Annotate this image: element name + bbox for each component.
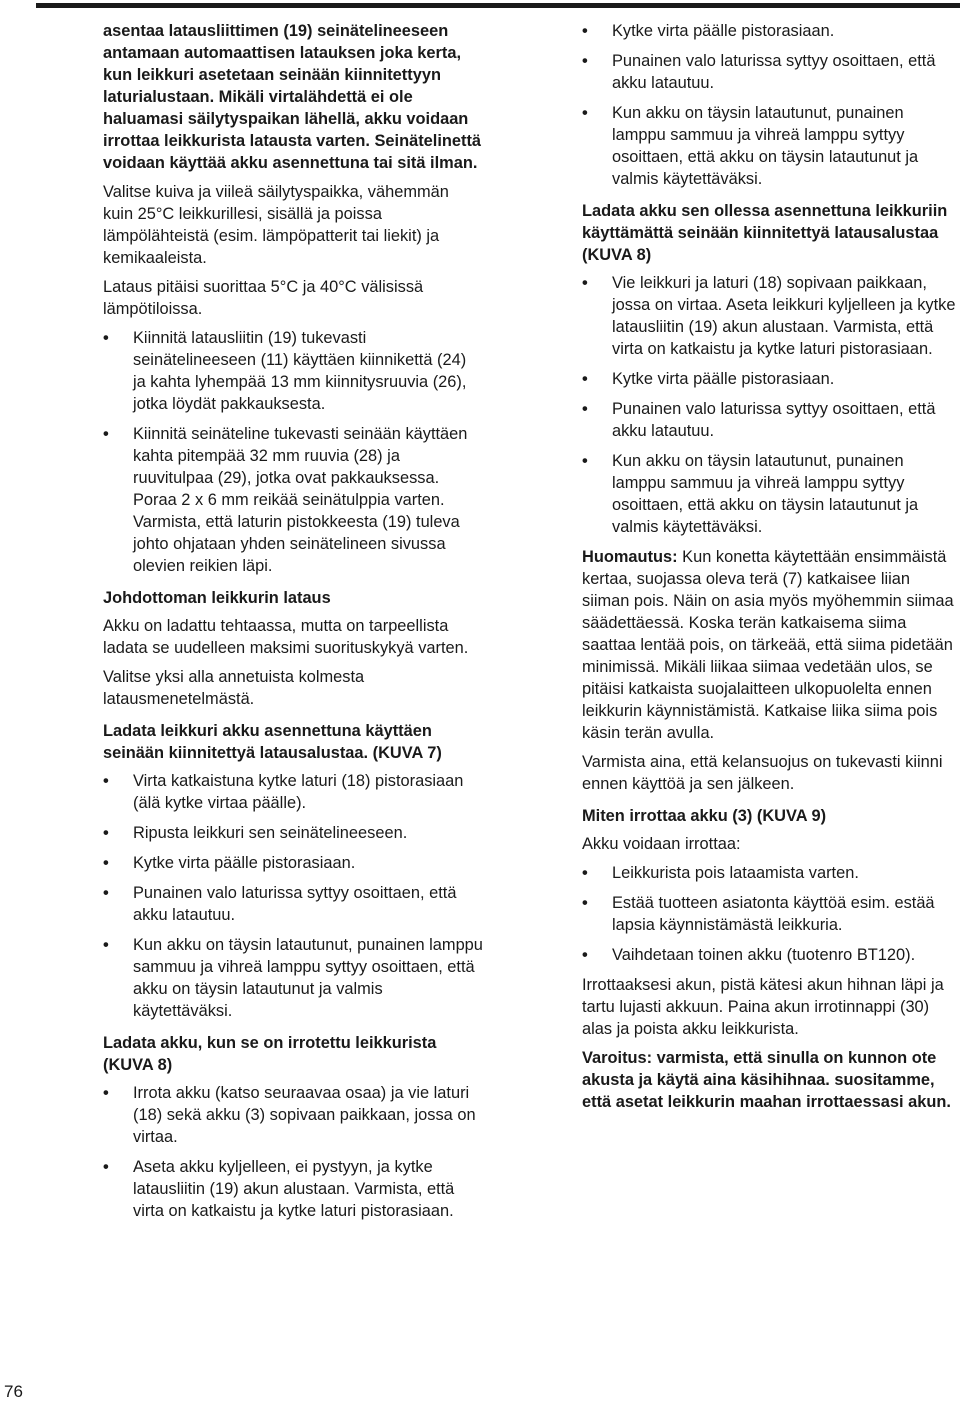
temperature-paragraph: Lataus pitäisi suorittaa 5°C ja 40°C välisissä lämpötiloissa. — [103, 278, 424, 318]
warning-paragraph: Varoitus: varmista, että sinulla on kunnon ote akusta ja käytä aina käsihihnaa. suositamme, että asetat leikkurin maahan irrottaessasi akun. — [582, 1049, 951, 1111]
list-item: • Kytke virta päälle pistorasiaan. — [103, 854, 356, 872]
bullet-icon: • — [103, 329, 109, 347]
remove-intro: Akku voidaan irrottaa: — [582, 835, 741, 853]
list-item: • Kun akku on täysin latautunut, punainen lamppu sammuu ja vihreä lamppu syttyy osoittaen, että akku on täysin latautunut ja valmis käytettäväksi. — [582, 452, 919, 536]
list-item: • Kun akku on täysin latautunut, punainen lamppu sammuu ja vihreä lamppu syttyy osoittaen, että akku on täysin latautunut ja valmis käytettäväksi. — [103, 936, 483, 1020]
wall-bullet-list — [103, 770, 483, 1022]
section-heading-remove-battery: Miten irrottaa akku (3) (KUVA 9) — [582, 807, 827, 825]
list-item: • Kun akku on täysin latautunut, punainen lamppu sammuu ja vihreä lamppu syttyy osoittaen, että akku on täysin latautunut ja valmis käytettäväksi. — [582, 104, 919, 188]
list-item: • Vie leikkuri ja laturi (18) sopivaan paikkaan, jossa on virtaa. Aseta leikkuri kyljelleen ja kytke latausliitin (19) akun alustaan. Varmista, että virta on katkaistu ja kytke laturi pistorasiaan. — [582, 274, 956, 358]
section-heading-removed-charging: Ladata akku, kun se on irrotettu leikkurista (KUVA 8) — [103, 1034, 437, 1074]
section-heading-installed-charging: Ladata akku sen ollessa asennettuna leikkuriin käyttämättä seinään kiinnitettyä latausalustaa (KUVA 8) — [582, 202, 948, 264]
left-column — [103, 20, 483, 1230]
bullet-icon: • — [103, 936, 109, 954]
section-heading-cordless: Johdottoman leikkurin lataus — [103, 589, 331, 607]
list-item: • Irrota akku (katso seuraavaa osaa) ja vie laturi (18) sekä akku (3) sopivaan paikkaan, jossa on virtaa. — [103, 1084, 476, 1146]
list-item: • Leikkurista pois lataamista varten. — [582, 864, 859, 882]
bullet-icon: • — [582, 946, 588, 964]
installed-bullet-list — [582, 272, 960, 538]
section-heading-wall-charging: Ladata leikkuri akku asennettuna käyttäen seinään kiinnitettyä latausalustaa. (KUVA 7) — [103, 722, 442, 762]
bullet-icon: • — [103, 824, 109, 842]
bullet-icon: • — [582, 400, 588, 418]
page-number: 76 — [4, 1382, 23, 1401]
list-item: • Virta katkaistuna kytke laturi (18) pistorasiaan (älä kytke virtaa päälle). — [103, 772, 464, 812]
list-item: • Ripusta leikkuri sen seinätelineeseen. — [103, 824, 408, 842]
note-label: Huomautus: — [582, 548, 678, 566]
list-item: • Punainen valo laturissa syttyy osoittaen, että akku latautuu. — [582, 400, 936, 440]
bullet-icon: • — [582, 864, 588, 882]
note-paragraph — [582, 546, 960, 744]
intro-paragraph: asentaa latausliittimen (19) seinätelineeseen antamaan automaattisen latauksen joka kerta, kun leikkuri asetetaan seinään kiinnitettyyn laturialustaan. Mikäli virtalähdettä ei ole haluamasi säilytyspaikan lähellä, akku voidaan irrottaa leikkurista latausta varten. Seinätelinettä voidaan käyttää akku asennettuna tai sitä ilman. — [103, 22, 482, 172]
list-item: • Estää tuotteen asiatonta käyttöä esim. estää lapsia käynnistämästä leikkuria. — [582, 894, 935, 934]
bullet-icon: • — [582, 52, 588, 70]
remove-bullet-list — [582, 862, 960, 966]
note-text: Kun konetta käytettään ensimmäistä kertaa, suojassa oleva terä (7) katkaisee liian siiman pois. Näin on asia myös myöhemmin siimaa säädettäessä. Koska terän katkaisema siima saattaa lentää pois, on tärkeää, että siima pidetään minimissä. Mikäli liikaa siimaa vedetään ulos, se pitäisi katkaista suojalaitteen ulkopuolelta ennen leikkurin käynnistämistä. Katkaise liika siima pois käsin terän avulla. — [582, 548, 954, 742]
bullet-icon: • — [103, 884, 109, 902]
bullet-icon: • — [582, 452, 588, 470]
removed-bullet-list — [103, 1082, 483, 1222]
bullet-icon: • — [582, 894, 588, 912]
guard-paragraph: Varmista aina, että kelansuojus on tukevasti kiinni ennen käyttöä ja sen jälkeen. — [582, 753, 943, 793]
bullet-icon: • — [103, 1084, 109, 1102]
bullet-icon: • — [582, 104, 588, 122]
cordless-paragraph: Akku on ladattu tehtaassa, mutta on tarpeellista ladata se uudelleen maksimi suorituskykyä varten. — [103, 617, 469, 657]
right-column — [582, 20, 960, 1120]
bullet-icon: • — [582, 22, 588, 40]
top-bullet-list — [582, 20, 960, 190]
list-item: • Kiinnitä latausliitin (19) tukevasti seinätelineeseen (11) käyttäen kiinnikettä (24) ja kahta lyhempää 13 mm kiinnitysruuvia (26), jotka löydät pakkauksesta. — [103, 329, 467, 413]
bullet-icon: • — [582, 274, 588, 292]
choose-method-paragraph: Valitse yksi alla annetuista kolmesta latausmenetelmästä. — [103, 668, 365, 708]
mount-bullet-list — [103, 327, 483, 577]
remove-paragraph: Irrottaaksesi akun, pistä kätesi akun hihnan läpi ja tartu lujasti akkuun. Paina akun irrotinnappi (30) alas ja poista akku leikkurista. — [582, 976, 944, 1038]
list-item: • Punainen valo laturissa syttyy osoittaen, että akku latautuu. — [103, 884, 457, 924]
list-item: • Kiinnitä seinäteline tukevasti seinään käyttäen kahta pitempää 32 mm ruuvia (28) ja ruuvitulpaa (29), jotka ovat pakkauksessa. Poraa 2 x 6 mm reikää seinätulppia varten. Varmista, että laturin pistokkeesta (19) tuleva johto ohjataan yhden seinätelineen sivussa olevien reikien läpi. — [103, 425, 468, 575]
storage-paragraph: Valitse kuiva ja viileä säilytyspaikka, vähemmän kuin 25°C leikkurillesi, sisällä ja poissa lämpölähteistä (esim. lämpöpatterit tai liekit) ja kemikaaleista. — [103, 183, 449, 267]
bullet-icon: • — [103, 772, 109, 790]
list-item: • Aseta akku kyljelleen, ei pystyyn, ja kytke latausliitin (19) akun alustaan. Varmista, että virta on katkaistu ja kytke laturi pistorasiaan. — [103, 1158, 455, 1220]
list-item: • Kytke virta päälle pistorasiaan. — [582, 370, 835, 388]
bullet-icon: • — [103, 1158, 109, 1176]
list-item: • Vaihdetaan toinen akku (tuotenro BT120). — [582, 946, 916, 964]
bullet-icon: • — [103, 425, 109, 443]
list-item: • Punainen valo laturissa syttyy osoittaen, että akku latautuu. — [582, 52, 936, 92]
bullet-icon: • — [103, 854, 109, 872]
bullet-icon: • — [582, 370, 588, 388]
list-item: • Kytke virta päälle pistorasiaan. — [582, 22, 835, 40]
top-rule — [36, 3, 960, 8]
